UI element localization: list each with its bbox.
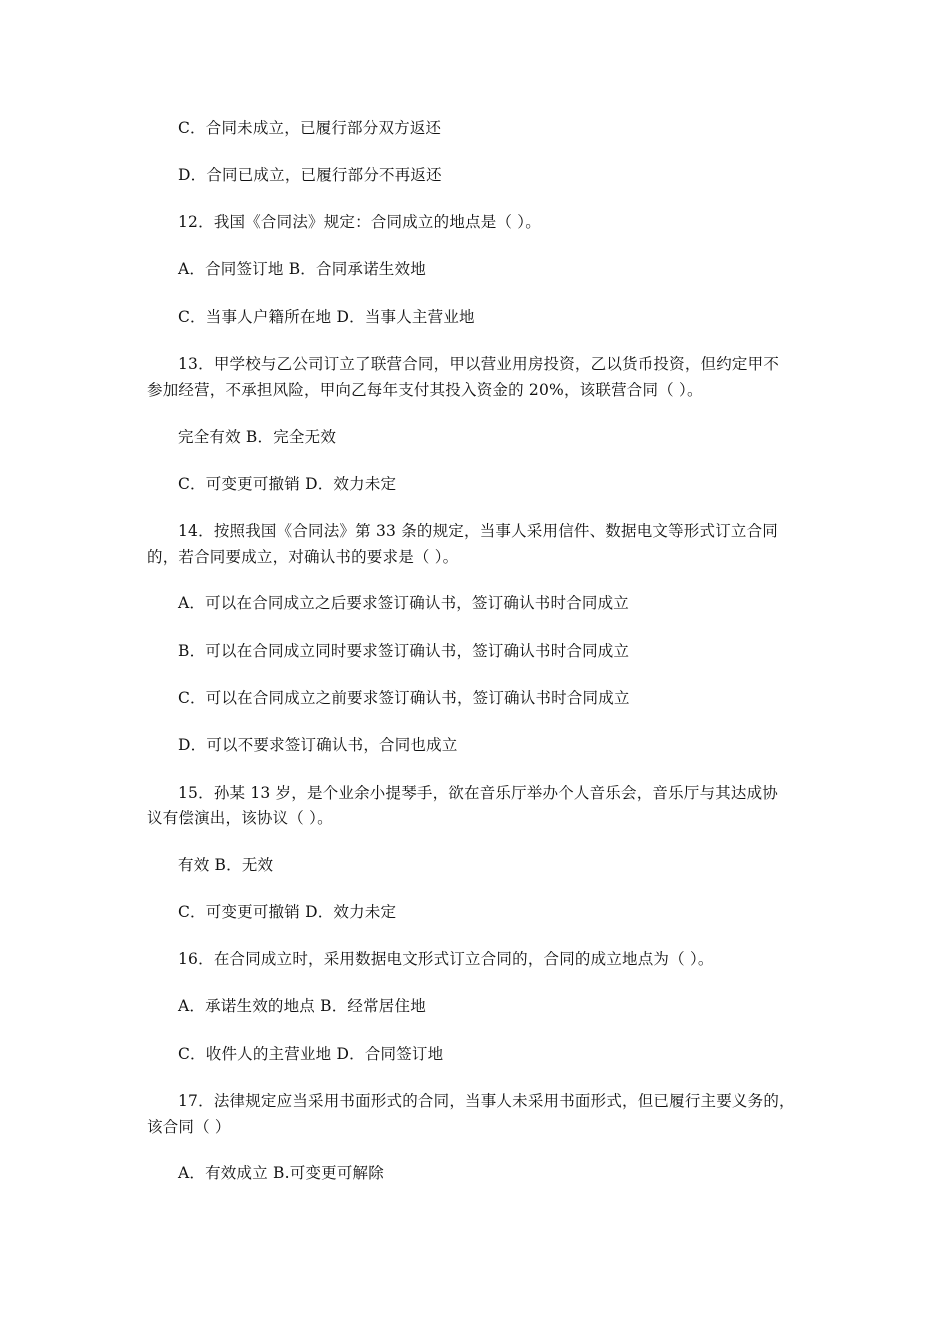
question-15-line-2: 议有偿演出，该协议（ ）。 [147,809,333,827]
q15-options-cd: C．可变更可撤销 D．效力未定 [178,903,397,921]
q15-options-ab: 有效 B．无效 [178,856,274,874]
question-17-line-1: 17．法律规定应当采用书面形式的合同，当事人未采用书面形式，但已履行主要义务的， [178,1092,795,1110]
q11-option-d: D．合同已成立，已履行部分不再返还 [178,166,442,184]
question-17-line-2: 该合同（ ） [147,1118,231,1136]
q13-options-cd: C．可变更可撤销 D．效力未定 [178,475,397,493]
q16-options-ab: A．承诺生效的地点 B．经常居住地 [178,997,426,1015]
question-13-line-1: 13．甲学校与乙公司订立了联营合同，甲以营业用房投资，乙以货币投资，但约定甲不 [178,355,780,373]
q14-option-d: D．可以不要求签订确认书，合同也成立 [178,736,458,754]
question-15-line-1: 15．孙某 13 岁，是个业余小提琴手，欲在音乐厅举办个人音乐会，音乐厅与其达成协 [178,784,779,802]
question-13-line-2: 参加经营，不承担风险，甲向乙每年支付其投入资金的 20%，该联营合同（ ）。 [147,381,703,399]
q11-option-c: C．合同未成立，已履行部分双方返还 [178,119,442,137]
question-16: 16．在合同成立时，采用数据电文形式订立合同的，合同的成立地点为（ ）。 [178,950,714,968]
q12-options-cd: C．当事人户籍所在地 D．当事人主营业地 [178,308,475,326]
q14-option-a: A．可以在合同成立之后要求签订确认书，签订确认书时合同成立 [178,594,629,612]
question-12: 12．我国《合同法》规定：合同成立的地点是（ ）。 [178,213,541,231]
q14-option-b: B．可以在合同成立同时要求签订确认书，签订确认书时合同成立 [178,642,630,660]
q14-option-c: C．可以在合同成立之前要求签订确认书，签订确认书时合同成立 [178,689,630,707]
q12-options-ab: A．合同签订地 B．合同承诺生效地 [178,260,426,278]
q17-options-ab: A．有效成立 B.可变更可解除 [178,1164,384,1182]
q13-options-ab: 完全有效 B．完全无效 [178,428,337,446]
question-14-line-1: 14．按照我国《合同法》第 33 条的规定，当事人采用信件、数据电文等形式订立合同 [178,522,779,540]
question-14-line-2: 的，若合同要成立，对确认书的要求是（ ）。 [147,548,459,566]
q16-options-cd: C．收件人的主营业地 D．合同签订地 [178,1045,444,1063]
